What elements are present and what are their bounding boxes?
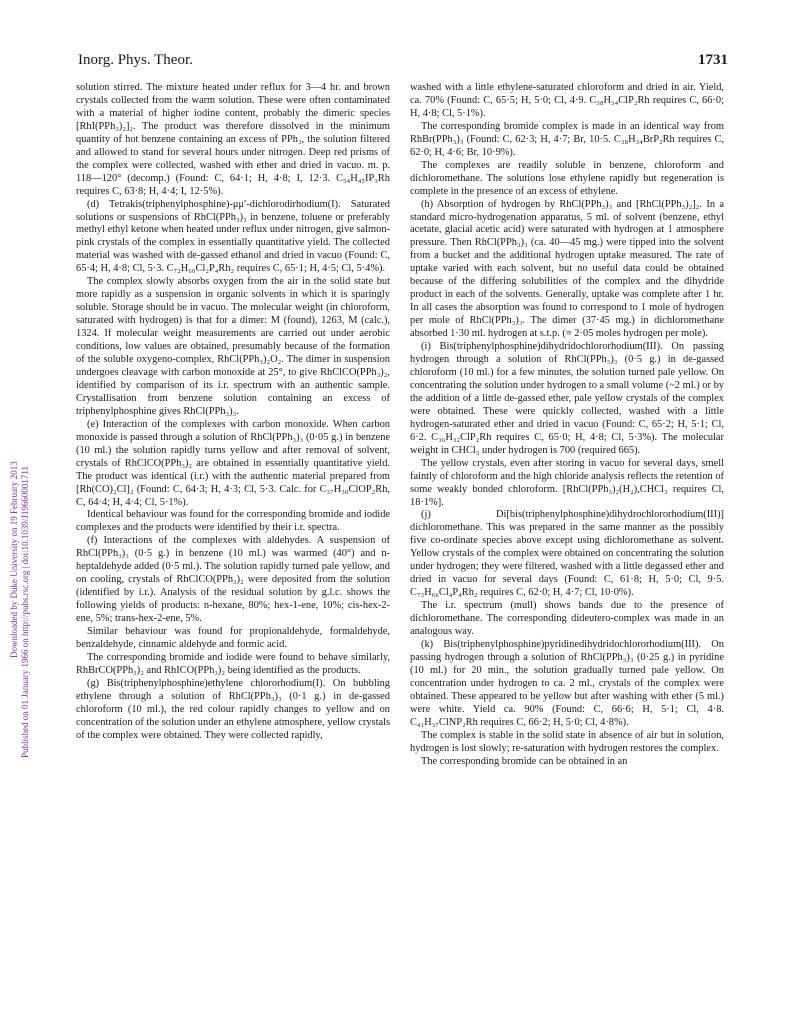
paragraph: (k) Bis(triphenylphosphine)pyridinedihydridochlororhodium(III). On passing hydrogen through a solution of RhCl(PPh₃)₃ (0·25 g.) in pyridine (10 ml.) for 20 min., the solution gradually turned pale yellow. On concentration under hydrogen to ca. 2 ml., crystals of the complex were obtained. These appeared to be yellow but after washing with ether (5 ml.) were white. Yield ca. 90% (Found: C, 66·6; H, 5·1; Cl, 4·8. C₄₁H₃₇ClNP₂Rh requires C, 66·2; H, 5·0; Cl, 4·8%). xyxy=(410,638,724,728)
right-column xyxy=(410,82,724,769)
page-header xyxy=(78,52,728,74)
paragraph: solution stirred. The mixture heated under reflux for 3—4 hr. and brown crystals collected from the warm solution. These were often contaminated with a material of higher iodine content, probably the dimeric species [RhI(PPh₃)₂]₂. The product was therefore dissolved in the minimum quantity of hot benzene containing an excess of PPh₃, the solution filtered and allowed to stand for several hours under nitrogen. Deep red prisms of the complex were collected, washed with ether and dried in vacuo. m. p. 118—120° (decomp.) (Found: C, 64·1; H, 4·8; I, 12·3. C₅₄H₄₅IP₃Rh requires C, 63·8; H, 4·4; I, 12·5%). xyxy=(76,82,390,197)
paragraph: (i) Bis(triphenylphosphine)dihydridochlororhodium(III). On passing hydrogen through a solution of RhCl(PPh₃)₃ (0·5 g.) in de-gassed chloroform (10 ml.) for a few minutes, the solution turned pale yellow. On concentrating the solution under hydrogen to a small volume (~2 ml.) or by the addition of a little de-gassed ether, pale yellow crystals of the complex were obtained. These were quickly collected, washed with a little hydrogen-saturated ether and dried in vacuo (Found: C, 65·2; H, 5·1; Cl, 6·2. C₃₆H₃₂ClP₂Rh requires C, 65·0; H, 4·8; Cl, 5·3%). The molecular weight in CHCl₃ under hydrogen is 700 (required 665). xyxy=(410,341,724,456)
paragraph: The complex slowly absorbs oxygen from the air in the solid state but more rapidly as a suspension in organic solvents in which it is sparingly soluble. Storage should be in vacuo. The molecular weight (in chloroform, saturated with hydrogen) is that for a dimer: M (found), 1263, M (calc.), 1324. If molecular weight measurements are carried out under aerobic conditions, low values are obtained, presumably because of the formation of the soluble oxygeno-complex, RhCl(PPh₃)₂O₂. The dimer in suspension undergoes cleavage with carbon monoxide at 25°, to give RhClCO(PPh₃)₂, identified by comparison of its i.r. spectrum with an authentic sample. Crystallisation from benzene solution containing an excess of triphenylphosphine gives RhCl(PPh₃)₃. xyxy=(76,276,390,417)
paragraph: washed with a little ethylene-saturated chloroform and dried in air. Yield, ca. 70% (Found: C, 65·5; H, 5·0; Cl, 4·9. C₃₈H₃₄ClP₂Rh requires C, 66·0; H, 4·8; Cl, 5·1%). xyxy=(410,82,724,119)
paragraph: The i.r. spectrum (mull) shows bands due to the presence of dichloromethane. The corresponding dideutero-complex was made in an analogous way. xyxy=(410,600,724,638)
left-column xyxy=(76,82,390,743)
side-watermark xyxy=(0,0,40,1032)
paragraph: (j) Di[bis(triphenylphosphine)dihydrochlororhodium(III)] dichloromethane. This was prepared in the same manner as the possibly five co-ordinate species above except using dichloromethane as solvent. Yellow crystals of the complex were obtained on concentrating the solution under hydrogen; they were filtered, washed with a little degassed ether and dried in vacuo for several days (Found: C, 61·8; H, 5·0; Cl, 9·5. C₇₃H₆₆Cl₄P₄Rh₂ requires C, 62·0; H, 4·7; Cl, 10·0%). xyxy=(410,509,724,599)
journal-title: Inorg. Phys. Theor. xyxy=(78,52,193,68)
paragraph: (h) Absorption of hydrogen by RhCl(PPh₃)₃ and [RhCl(PPh₃)₂]₂. In a standard micro-hydrogenation apparatus, 5 ml. of solvent (benzene, ethyl acetate, glacial acetic acid) were saturated with hydrogen at 1 atmosphere pressure. Then RhCl(PPh₃)₃ (ca. 40—45 mg.) were tipped into the solvent from a bucket and the additional hydrogen uptake measured. The rate of uptake varied with each solvent, but no useful data could be obtained because of the differing solubilities of the complex and the dihydride product in each of the solvents. Generally, uptake was complete after 1 hr. In all cases the absorption was found to correspond to 1 mole of hydrogen per mole of RhCl(PPh₃)₃. The dimer (37·45 mg.) in dichloromethane absorbed 1·30 ml. hydrogen at s.t.p. (≡ 2·05 moles hydrogen per mole). xyxy=(410,198,724,340)
published-notice[interactable]: Published on 01 January 1966 on http://pubs.rsc.org | doi:10.1039/J19660001711 xyxy=(20,465,30,758)
paragraph: (e) Interaction of the complexes with carbon monoxide. When carbon monoxide is passed through a solution of RhCl(PPh₃)₃ (0·05 g.) in benzene (10 ml.) the solution rapidly turns yellow and after removal of solvent, crystals of RhClCO(PPh₃)₂ are obtained in essentially quantitative yield. The product was identical (i.r.) with the authentic material prepared from [Rh(CO)₂Cl]₂ (Found: C, 64·3; H, 4·3; Cl, 5·3. Calc. for C₃₇H₃₀ClOP₂Rh, C, 64·4; H, 4·4; Cl, 5·1%). xyxy=(76,418,390,508)
paragraph: The complex is stable in the solid state in absence of air but in solution, hydrogen is lost slowly; re-saturation with hydrogen restores the complex. xyxy=(410,729,724,754)
paragraph: (g) Bis(triphenylphosphine)ethylene chlororhodium(I). On bubbling ethylene through a solution of RhCl(PPh₃)₃ (0·1 g.) in de-gassed chloroform (10 ml.), the red colour rapidly changes to yellow and on concentration of the solution under an ethylene atmosphere, yellow crystals of the complex were obtained. They were collected rapidly, xyxy=(76,677,390,741)
paragraph: The corresponding bromide complex is made in an identical way from RhBr(PPh₃)₃ (Found: C, 62·3; H, 4·7; Br, 10·5. C₃₈H₃₄BrP₂Rh requires C, 62·0; H, 4·6; Br, 10·9%). xyxy=(410,120,724,158)
paragraph: The complexes are readily soluble in benzene, chloroform and dichloromethane. The solutions lose ethylene rapidly but regeneration is complete in the presence of an excess of ethylene. xyxy=(410,159,724,197)
page-number: 1731 xyxy=(698,52,728,68)
paragraph: The yellow crystals, even after storing in vacuo for several days, smell faintly of chloroform and the high chloride analysis reflects the retention of some weakly bonded chloroform. [RhCl(PPh₃)₂(H₂),CHCl₃ requires Cl, 18·1%]. xyxy=(410,457,724,508)
paragraph: (f) Interactions of the complexes with aldehydes. A suspension of RhCl(PPh₃)₃ (0·5 g.) in benzene (10 ml.) was warmed (40°) and n-heptaldehyde added (0·5 ml.). The solution rapidly turned pale yellow, and on cooling, crystals of RhClCO(PPh₃)₂ were deposited from the solution (identified by i.r.). Analysis of the residual solution by g.l.c. shows the following yields of products: n-hexane, 80%; hex-1-ene, 10%; cis-hex-2-ene, 5%; trans-hex-2-ene, 5%. xyxy=(76,535,390,625)
paragraph: (d) Tetrakis(triphenylphosphine)-μμ′-dichlorodirhodium(I). Saturated solutions or suspensions of RhCl(PPh₃)₃ in benzene, toluene or preferably methyl ethyl ketone when heated under reflux under nitrogen, give salmon-pink crystals of the complex in essentially quantitative yield. The collected material was washed with de-gassed ethanol and dried in vacuo (Found: C, 65·4; H, 4·8; Cl, 5·3. C₇₂H₆₀Cl₂P₄Rh₂ requires C, 65·1; H, 4·5; Cl, 5·4%). xyxy=(76,198,390,275)
downloaded-notice: Downloaded by Duke University on 19 February 2013 xyxy=(9,461,19,658)
paragraph: The corresponding bromide and iodide were found to behave similarly, RhBrCO(PPh₃)₂ and RhICO(PPh₃)₂ being identified as the products. xyxy=(76,651,390,676)
paragraph: Identical behaviour was found for the corresponding bromide and iodide complexes and the products were identified by their i.r. spectra. xyxy=(76,509,390,534)
paragraph: Similar behaviour was found for propionaldehyde, formaldehyde, benzaldehyde, cinnamic aldehyde and formic acid. xyxy=(76,626,390,650)
paragraph: The corresponding bromide can be obtained in an xyxy=(421,755,628,767)
